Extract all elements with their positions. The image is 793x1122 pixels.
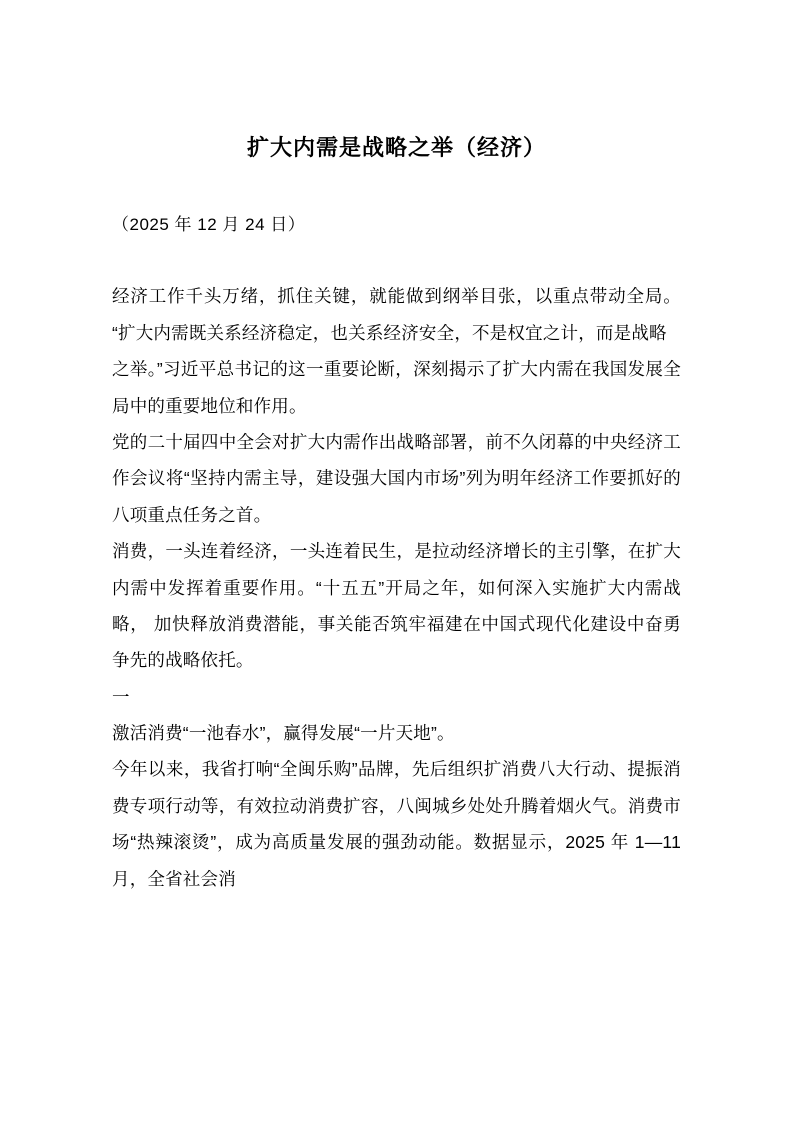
document-body	[112, 278, 681, 897]
document-date: （2025 年 12 月 24 日）	[112, 215, 306, 235]
paragraph: 消费，一头连着经济，一头连着民生，是拉动经济增长的主引擎，在扩大内需中发挥着重要作用。“十五五”开局之年，如何深入实施扩大内需战略， 加快释放消费潜能，事关能否筑牢福建在中国式现代化建设中奋勇争先的战略依托。	[112, 541, 681, 671]
page-title: 扩大内需是战略之举（经济）	[246, 135, 546, 160]
paragraph: 党的二十届四中全会对扩大内需作出战略部署，前不久闭幕的中央经济工作会议将“坚持内需主导，建设强大国内市场”列为明年经济工作要抓好的八项重点任务之首。	[112, 431, 681, 525]
paragraph: 激活消费“一池春水”，赢得发展“一片天地”。	[112, 723, 455, 744]
paragraph: 今年以来，我省打响“全闽乐购”品牌，先后组织扩消费八大行动、提振消费专项行动等，有效拉动消费扩容，八闽城乡处处升腾着烟火气。消费市场“热辣滚烫”，成为高质量发展的强劲动能。数据显示，2025 年 1—11 月，全省社会消	[112, 759, 681, 889]
paragraph: 之举。”习近平总书记的这一重要论断，深刻揭示了扩大内需在我国发展全局中的重要地位和作用。	[112, 359, 681, 416]
section-heading: 一	[112, 686, 130, 707]
paragraph: 经济工作千头万绪，抓住关键，就能做到纲举目张，以重点带动全局。 “扩大内需既关系经济稳定，也关系经济安全，不是权宜之计，而是战略	[112, 286, 681, 343]
